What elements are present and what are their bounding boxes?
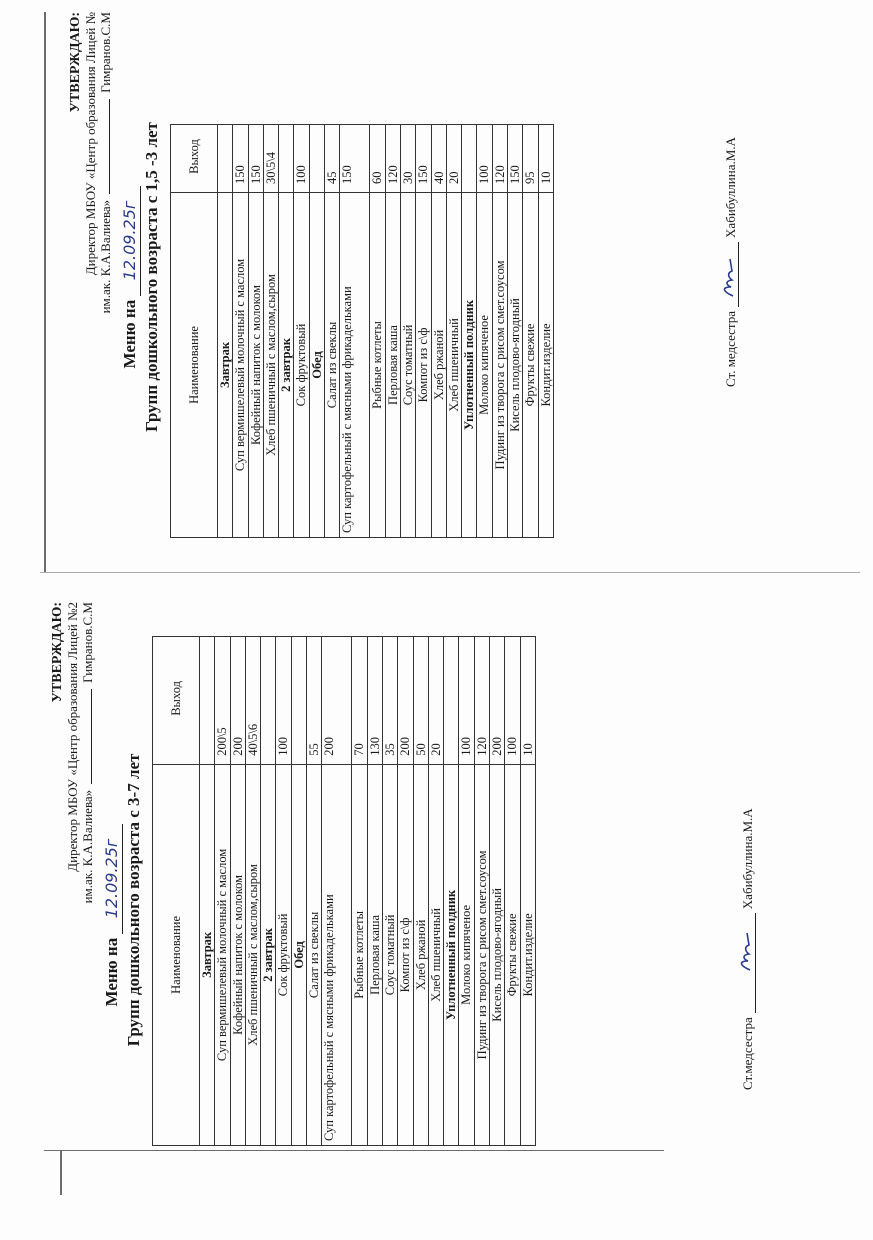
meal-section-title: Уплотненный полдник — [462, 192, 477, 537]
nurse-name: Хабибуллина.М.А — [723, 137, 738, 238]
nurse-label: Ст.медсестра — [740, 1017, 755, 1090]
approval-block — [68, 12, 113, 542]
table-row — [352, 637, 367, 1146]
menu-heading — [119, 12, 141, 542]
menu-date: 12.09.25г — [119, 186, 141, 296]
dish-output: 200 — [398, 637, 413, 765]
meal-section-row — [279, 125, 294, 538]
dish-output: 100 — [459, 637, 474, 765]
table-row — [446, 125, 461, 538]
table-row — [505, 637, 520, 1146]
approval-signature-line — [98, 99, 110, 194]
dish-output: 55 — [307, 637, 322, 765]
dish-name: Компот из с\ф — [398, 764, 413, 1145]
meal-section-title: 2 завтрак — [261, 764, 276, 1145]
dish-output: 150 — [248, 125, 263, 193]
menu-table-body — [153, 637, 536, 1146]
approval-signature-row — [80, 602, 95, 1150]
meal-section-output-cell — [309, 125, 324, 193]
meal-section-output-cell — [261, 637, 276, 765]
table-row — [340, 125, 370, 538]
dish-output: 100 — [294, 125, 309, 193]
dish-name: Соус томатный — [400, 192, 415, 537]
table-row — [230, 637, 245, 1146]
table-row — [508, 125, 523, 538]
menu-heading — [101, 590, 123, 1240]
table-row — [307, 637, 322, 1146]
dish-name: Кисель плодово-ягодный — [490, 764, 505, 1145]
meal-section-title: Обед — [309, 192, 324, 537]
table-row — [248, 125, 263, 538]
nurse-signature-row — [740, 808, 756, 1090]
dish-output: 60 — [370, 125, 385, 193]
dish-name: Кисель плодово-ягодный — [508, 192, 523, 537]
dish-output: 100 — [505, 637, 520, 765]
table-row — [367, 637, 382, 1146]
meal-section-row — [218, 125, 233, 538]
table-row — [416, 125, 431, 538]
dish-output: 10 — [538, 125, 553, 193]
menu-group-title: Групп дошкольного возраста с 3-7 лет — [124, 753, 143, 1047]
dish-name: Сок фруктовый — [294, 192, 309, 537]
dish-name: Компот из с\ф — [416, 192, 431, 537]
dish-output: 200\5 — [215, 637, 230, 765]
meal-section-title: Уплотненный полдник — [444, 764, 459, 1145]
scan-fold-line — [40, 572, 860, 573]
approval-director-name: Гимранов.С.М — [80, 602, 95, 683]
meal-section-row — [291, 637, 306, 1146]
dish-output: 40\5\6 — [245, 637, 260, 765]
menu-panel-preschool — [50, 590, 850, 1150]
dish-name: Кофейный напиток с молоком — [230, 764, 245, 1145]
table-row — [459, 637, 474, 1146]
dish-output: 200 — [322, 637, 352, 765]
table-row — [520, 637, 535, 1146]
dish-output: 40 — [431, 125, 446, 193]
table-row — [523, 125, 538, 538]
dish-name: Суп вермишелевый молочный с маслом — [215, 764, 230, 1145]
table-row — [325, 125, 340, 538]
dish-output: 30 — [400, 125, 415, 193]
dish-name: Соус томатный — [382, 764, 397, 1145]
approval-signature-row — [98, 12, 113, 542]
dish-name: Суп картофельный с мясными фрикадельками — [322, 764, 352, 1145]
dish-name: Сок фруктовый — [276, 764, 291, 1145]
approval-director-name: Гимранов.С.М — [98, 12, 113, 93]
approval-title: УТВЕРЖДАЮ: — [50, 602, 65, 703]
dish-output: 130 — [367, 637, 382, 765]
column-header-output: Выход — [153, 637, 200, 765]
dish-output: 200 — [490, 637, 505, 765]
dish-name: Хлеб пшеничный — [428, 764, 443, 1145]
nurse-label: Ст. медсестра — [723, 310, 738, 387]
menu-on-label: Меню на — [120, 299, 139, 369]
approval-school: им.ак. К.А.Валиева» — [80, 789, 95, 904]
approval-title: УТВЕРЖДАЮ: — [68, 12, 83, 113]
dish-output: 50 — [413, 637, 428, 765]
menu-on-label: Меню на — [102, 937, 121, 1007]
menu-table-body — [171, 125, 554, 538]
table-row — [428, 637, 443, 1146]
dish-name: Кондит.изделие — [538, 192, 553, 537]
approval-signature-line — [80, 689, 92, 784]
table-row — [413, 637, 428, 1146]
meal-section-row — [444, 637, 459, 1146]
dish-output: 120 — [474, 637, 489, 765]
dish-output: 150 — [508, 125, 523, 193]
table-row — [400, 125, 415, 538]
dish-name: Перловая каша — [367, 764, 382, 1145]
dish-name: Хлеб пшеничный с маслом,сыром — [245, 764, 260, 1145]
dish-output: 120 — [385, 125, 400, 193]
table-row — [490, 637, 505, 1146]
dish-output: 100 — [477, 125, 492, 193]
dish-name: Пудинг из творога с рисом смет.соусом — [492, 192, 507, 537]
dish-output: 20 — [446, 125, 461, 193]
table-row — [492, 125, 507, 538]
dish-output: 70 — [352, 637, 367, 765]
table-row — [215, 637, 230, 1146]
dish-name: Салат из свеклы — [307, 764, 322, 1145]
dish-output: 95 — [523, 125, 538, 193]
dish-output: 200 — [230, 637, 245, 765]
dish-output: 150 — [233, 125, 248, 193]
meal-section-row — [309, 125, 324, 538]
dish-name: Рыбные котлеты — [352, 764, 367, 1145]
scan-edge-line — [60, 1150, 62, 1195]
table-header-row — [153, 637, 200, 1146]
dish-output: 120 — [492, 125, 507, 193]
menu-panel-toddlers — [68, 12, 838, 542]
approval-position: Директор МБОУ «Центр образования Лицей №2 — [65, 602, 80, 872]
meal-section-output-cell — [279, 125, 294, 193]
meal-section-row — [462, 125, 477, 538]
menu-table — [152, 636, 536, 1146]
handwritten-signature — [737, 929, 755, 973]
dish-name: Молоко кипяченое — [459, 764, 474, 1145]
table-row — [245, 637, 260, 1146]
table-header-row — [171, 125, 218, 538]
column-header-name: Наименование — [171, 192, 218, 537]
dish-name: Фрукты свежие — [523, 192, 538, 537]
menu-table — [170, 124, 554, 538]
table-row — [322, 637, 352, 1146]
dish-name: Перловая каша — [385, 192, 400, 537]
table-row — [385, 125, 400, 538]
dish-name: Хлеб ржаной — [431, 192, 446, 537]
table-row — [263, 125, 278, 538]
dish-name: Суп вермишелевый молочный с маслом — [233, 192, 248, 537]
table-row — [276, 637, 291, 1146]
dish-name: Пудинг из творога с рисом смет.соусом — [474, 764, 489, 1145]
table-row — [370, 125, 385, 538]
approval-position: Директор МБОУ «Центр образования Лицей № — [83, 12, 98, 276]
approval-block — [50, 590, 95, 1150]
table-row — [538, 125, 553, 538]
meal-section-title: 2 завтрак — [279, 192, 294, 537]
dish-name: Салат из свеклы — [325, 192, 340, 537]
dish-name: Рыбные котлеты — [370, 192, 385, 537]
meal-section-row — [200, 637, 215, 1146]
dish-name: Кофейный напиток с молоком — [248, 192, 263, 537]
column-header-name: Наименование — [153, 764, 200, 1145]
meal-section-title: Завтрак — [200, 764, 215, 1145]
dish-name: Суп картофельный с мясными фрикадельками — [340, 192, 370, 537]
table-row — [431, 125, 446, 538]
menu-group-title: Групп дошкольного возраста с 1,5 -3 лет — [142, 122, 161, 432]
dish-output: 30\5\4 — [263, 125, 278, 193]
dish-name: Молоко кипяченое — [477, 192, 492, 537]
dish-output: 10 — [520, 637, 535, 765]
table-row — [477, 125, 492, 538]
nurse-signature-line — [741, 913, 756, 1013]
meal-section-title: Завтрак — [218, 192, 233, 537]
dish-output: 35 — [382, 637, 397, 765]
nurse-signature-row — [723, 137, 739, 387]
table-row — [398, 637, 413, 1146]
dish-name: Кондит.изделие — [520, 764, 535, 1145]
meal-section-row — [261, 637, 276, 1146]
dish-output: 45 — [325, 125, 340, 193]
dish-name: Хлеб пшеничный — [446, 192, 461, 537]
dish-name: Фрукты свежие — [505, 764, 520, 1145]
meal-section-output-cell — [291, 637, 306, 765]
table-row — [233, 125, 248, 538]
table-row — [294, 125, 309, 538]
column-header-output: Выход — [171, 125, 218, 193]
handwritten-signature — [720, 255, 738, 299]
approval-school: им.ак. К.А.Валиева» — [98, 199, 113, 314]
meal-section-output-cell — [218, 125, 233, 193]
dish-output: 150 — [416, 125, 431, 193]
meal-section-output-cell — [444, 637, 459, 765]
meal-section-output-cell — [462, 125, 477, 193]
table-row — [474, 637, 489, 1146]
menu-date: 12.09.25г — [101, 824, 123, 934]
scan-edge-line — [44, 12, 46, 572]
dish-name: Хлеб ржаной — [413, 764, 428, 1145]
dish-output: 20 — [428, 637, 443, 765]
nurse-name: Хабибуллина.М.А — [740, 808, 755, 910]
dish-output: 150 — [340, 125, 370, 193]
meal-section-output-cell — [200, 637, 215, 765]
table-row — [382, 637, 397, 1146]
meal-section-title: Обед — [291, 764, 306, 1145]
dish-output: 100 — [276, 637, 291, 765]
dish-name: Хлеб пшеничный с маслом,сыром — [263, 192, 278, 537]
nurse-signature-line — [724, 242, 739, 307]
